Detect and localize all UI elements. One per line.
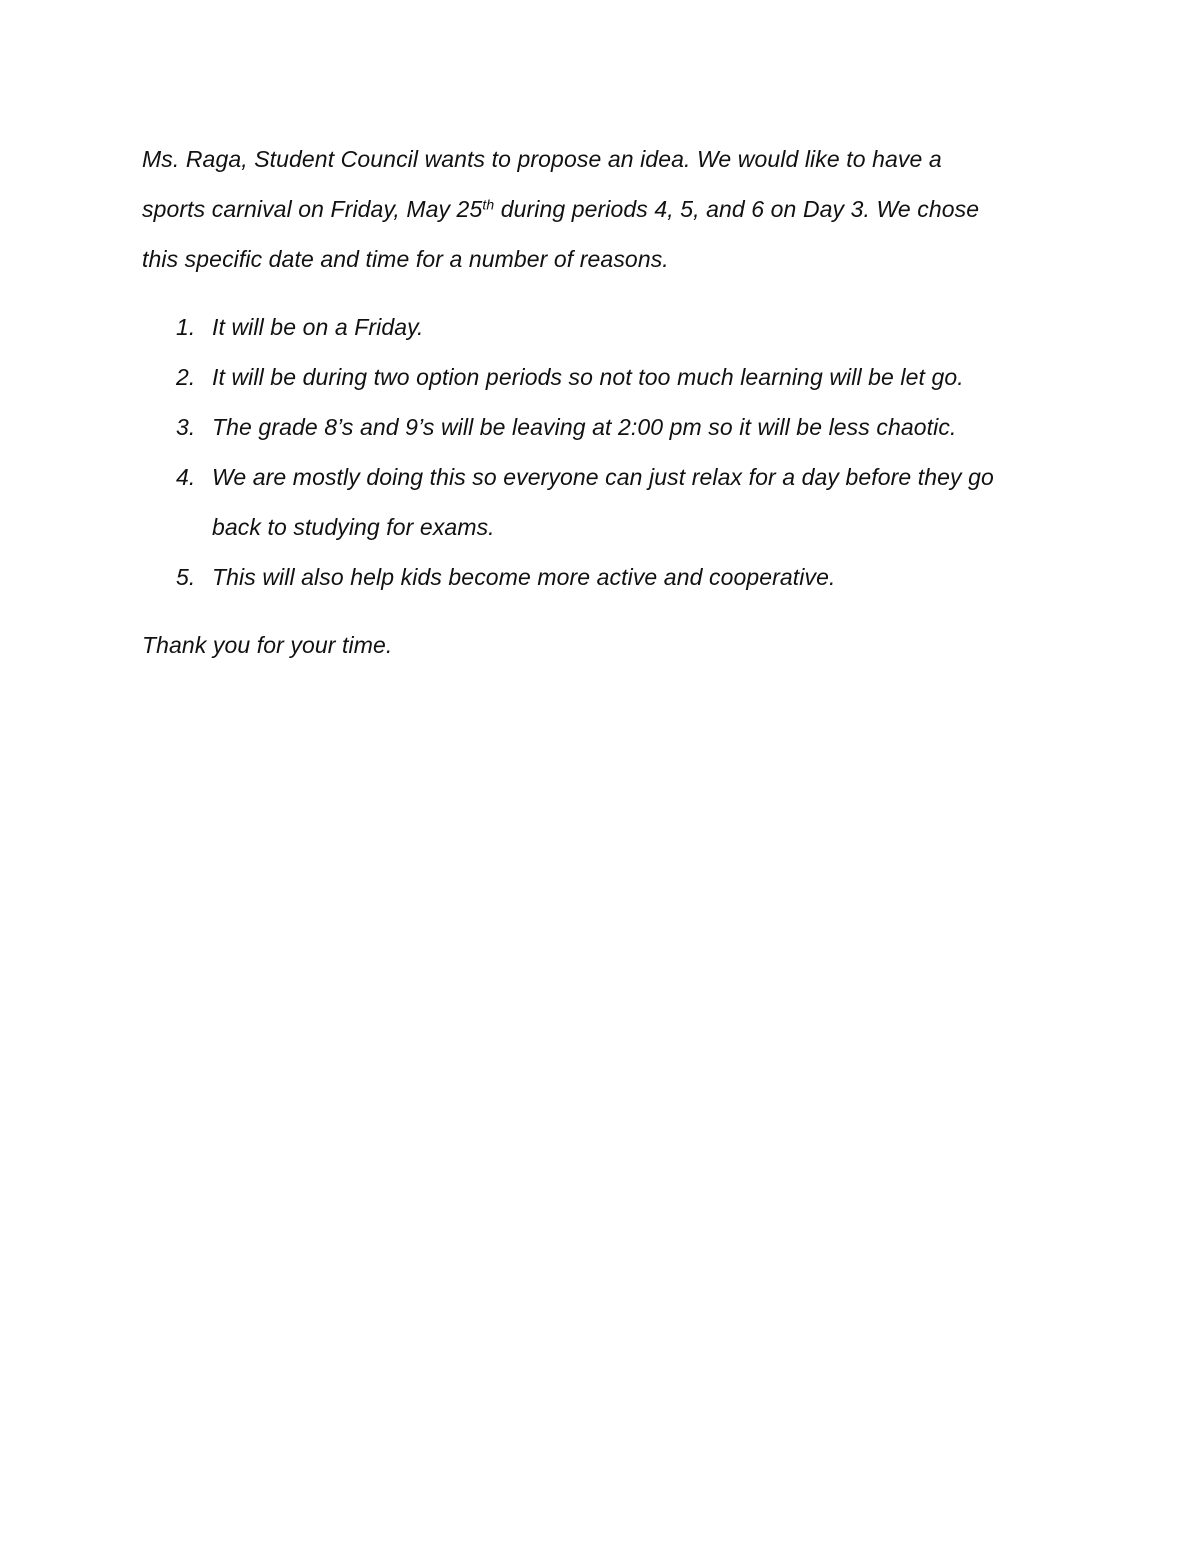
list-number: 3. (176, 414, 196, 440)
intro-line-1: Ms. Raga, Student Council wants to propose an idea. We would like to have a (142, 146, 942, 172)
intro-line-2 (142, 184, 1062, 234)
closing-line: Thank you for your time. (142, 632, 393, 658)
list-item (142, 452, 1062, 552)
list-item (142, 302, 1062, 352)
reasons-list (142, 302, 1062, 602)
intro-line-3: this specific date and time for a number of reasons. (142, 246, 669, 272)
list-item-text-continued: back to studying for exams. (212, 514, 495, 540)
list-number: 4. (176, 464, 196, 490)
letter-body (142, 134, 1062, 670)
list-number: 1. (176, 314, 196, 340)
list-item-text: It will be during two option periods so not too much learning will be let go. (212, 364, 964, 390)
intro-line-2-end: during periods 4, 5, and 6 on Day 3. We chose (494, 196, 980, 222)
list-item (142, 552, 1062, 602)
list-item-text: The grade 8’s and 9’s will be leaving at 2:00 pm so it will be less chaotic. (212, 414, 957, 440)
intro-paragraph (142, 134, 1062, 284)
list-item-text: We are mostly doing this so everyone can just relax for a day before they go (212, 464, 994, 490)
intro-line-2-start: sports carnival on Friday, May 25 (142, 196, 483, 222)
list-number: 5. (176, 564, 196, 590)
list-item (142, 352, 1062, 402)
list-item-text: It will be on a Friday. (212, 314, 424, 340)
list-item (142, 402, 1062, 452)
ordinal-suffix: th (482, 196, 495, 213)
list-number: 2. (176, 364, 196, 390)
list-item-text: This will also help kids become more active and cooperative. (212, 564, 836, 590)
